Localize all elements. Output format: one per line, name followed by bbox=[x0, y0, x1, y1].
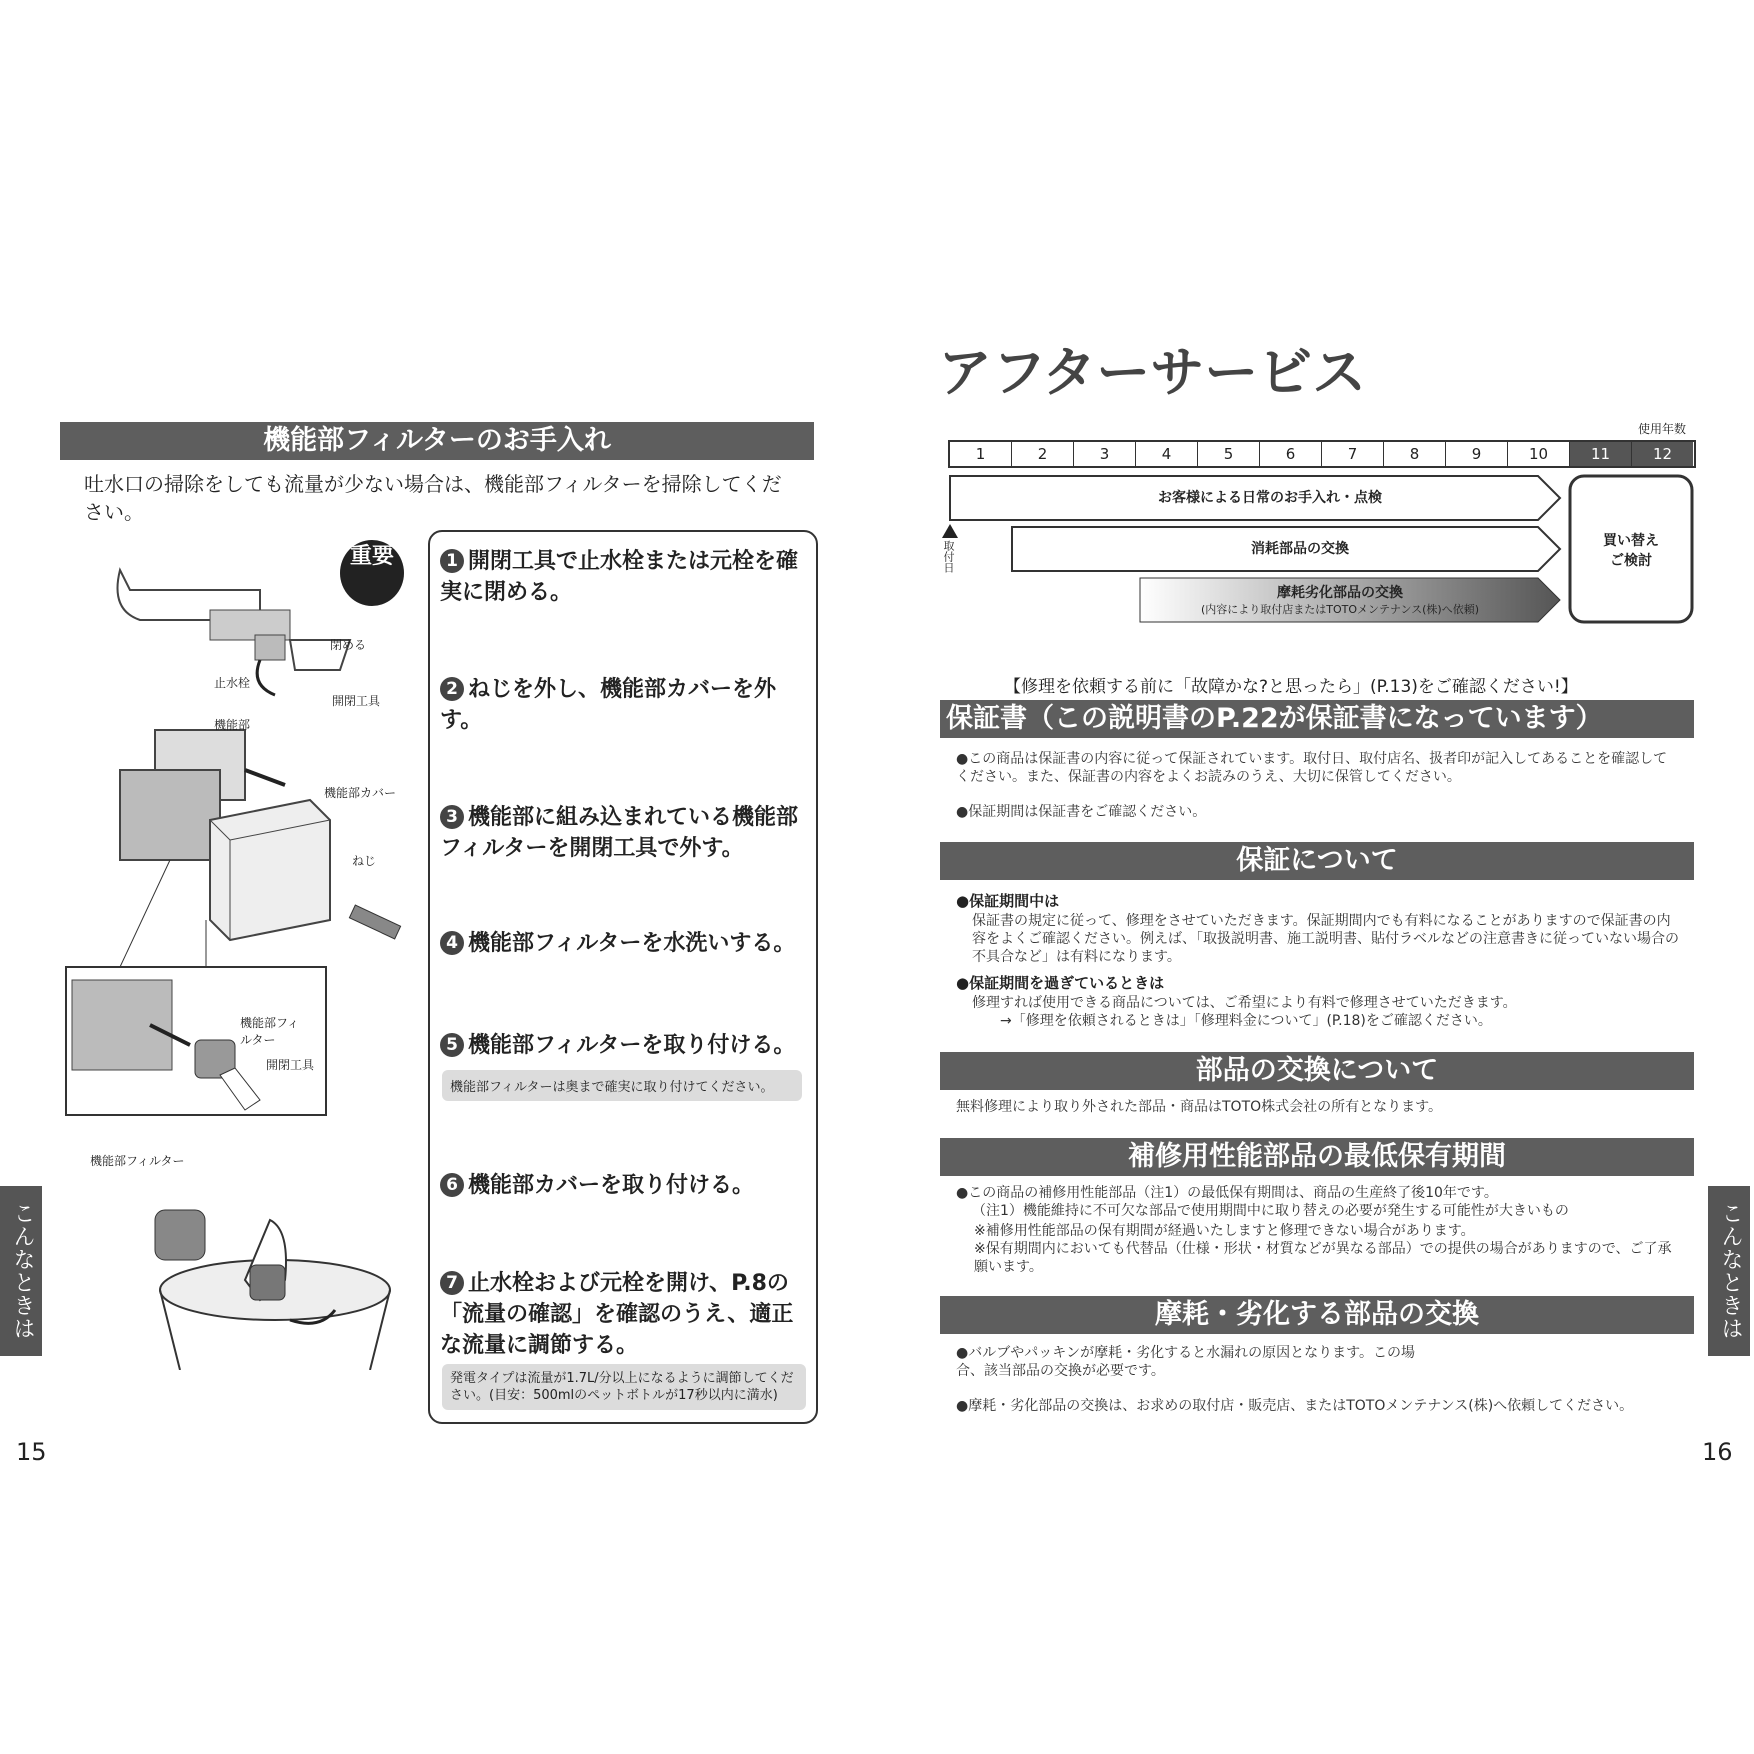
year-cell: 8 bbox=[1384, 442, 1446, 466]
period-p4: ※保有期間内においても代替品（仕様・形状・材質などが異なる部品）での提供の場合がありますので、ご了承願います。 bbox=[974, 1241, 1672, 1275]
step-1 bbox=[440, 546, 810, 608]
label-tool: 開閉工具 bbox=[332, 694, 381, 708]
label-unit: 機能部 bbox=[214, 718, 251, 732]
step-text: 機能部に組み込まれている機能部フィルターを開閉工具で外す。 bbox=[440, 805, 799, 861]
about-p1: 保証書の規定に従って、修理をさせていただきます。保証期間内でも有料になることがありますので保証書の内容をよくご確認ください。例えば、「取扱説明書、施工説明書、貼付ラベルなどの注意書きに従っていない場合の不具合など」は有料になります。 bbox=[972, 913, 1679, 965]
step-number: 1 bbox=[440, 549, 464, 573]
year-cell: 2 bbox=[1012, 442, 1074, 466]
year-cell: 12 bbox=[1632, 442, 1693, 466]
year-cell: 1 bbox=[950, 442, 1012, 466]
year-cell: 5 bbox=[1198, 442, 1260, 466]
step-text: 止水栓および元栓を開け、P.8の「流量の確認」を確認のうえ、適正な流量に調節する。 bbox=[440, 1271, 794, 1358]
intro-text: 吐水口の掃除をしても流量が少ない場合は、機能部フィルターを掃除してください。 bbox=[84, 472, 782, 524]
year-cell: 4 bbox=[1136, 442, 1198, 466]
timeline-row-1: お客様による日常のお手入れ・点検 bbox=[1158, 490, 1382, 506]
warranty-p1: ●この商品は保証書の内容に従って保証されています。取付日、取付店名、扱者印が記入してあることを確認してください。また、保証書の内容をよくお読みのうえ、大切に保管してください。 bbox=[956, 751, 1668, 785]
page-number-left: 15 bbox=[16, 1438, 47, 1466]
step-number: 5 bbox=[440, 1033, 464, 1057]
year-cell: 10 bbox=[1508, 442, 1570, 466]
year-cell: 3 bbox=[1074, 442, 1136, 466]
step-text: 機能部フィルターを水洗いする。 bbox=[468, 931, 796, 956]
page-title: アフターサービス bbox=[938, 341, 1367, 404]
year-cell: 7 bbox=[1322, 442, 1384, 466]
label-filter: 機能部フィルター bbox=[240, 1016, 300, 1047]
about-h1: ●保証期間中は bbox=[956, 892, 1060, 910]
start-label: 取付日 bbox=[942, 540, 955, 573]
section-title-filter: 機能部フィルターのお手入れ bbox=[60, 422, 814, 460]
step-text: 機能部フィルターを取り付ける。 bbox=[468, 1033, 796, 1058]
step-number: 6 bbox=[440, 1173, 464, 1197]
step-7 bbox=[440, 1268, 810, 1361]
step-text: ねじを外し、機能部カバーを外す。 bbox=[440, 677, 777, 733]
step-5-note: 機能部フィルターは奥まで確実に取り付けてください。 bbox=[442, 1070, 802, 1101]
timeline-row-2: 消耗部品の交換 bbox=[1251, 541, 1349, 557]
label-stopcock: 止水栓 bbox=[214, 676, 251, 690]
year-cell: 9 bbox=[1446, 442, 1508, 466]
section-warranty: 保証書（この説明書のP.22が保証書になっています） bbox=[940, 700, 1694, 738]
label-filter2: 機能部フィルター bbox=[90, 1154, 185, 1168]
period-p3: ※補修用性能部品の保有期間が経過いたしますと修理できない場合があります。 bbox=[974, 1223, 1475, 1239]
timeline-row-3: 摩耗劣化部品の交換 bbox=[1277, 585, 1403, 601]
step-number: 2 bbox=[440, 677, 464, 701]
step-4 bbox=[440, 928, 810, 959]
label-screw: ねじ bbox=[352, 854, 377, 868]
parts-p: 無料修理により取り外された部品・商品はTOTO株式会社の所有となります。 bbox=[956, 1099, 1443, 1115]
wear-p2: ●摩耗・劣化部品の交換は、お求めの取付店・販売店、またはTOTOメンテナンス(株)へ依頼してください。 bbox=[956, 1398, 1634, 1414]
step-text: 機能部カバーを取り付ける。 bbox=[468, 1173, 755, 1198]
period-p2: （注1）機能維持に不可欠な部品で使用期間中に取り替えの必要が発生する可能性が大きいもの bbox=[972, 1203, 1569, 1219]
label-close: 閉める bbox=[330, 638, 367, 652]
step-2 bbox=[440, 674, 810, 736]
step-number: 4 bbox=[440, 931, 464, 955]
warranty-p2: ●保証期間は保証書をご確認ください。 bbox=[956, 804, 1207, 820]
step-6 bbox=[440, 1170, 810, 1201]
side-tab-left: こんなときは bbox=[0, 1186, 42, 1356]
filter-illustration bbox=[60, 520, 440, 1370]
year-scale bbox=[948, 440, 1696, 468]
timeline-end-box: 買い替え ご検討 bbox=[1603, 533, 1659, 569]
section-about-warranty: 保証について bbox=[940, 842, 1694, 880]
notice: 【修理を依頼する前に「故障かな?と思ったら」(P.13)をご確認ください!】 bbox=[1004, 677, 1578, 697]
label-cover: 機能部カバー bbox=[324, 786, 397, 800]
important-badge: 重要 bbox=[340, 540, 404, 606]
period-p1: ●この商品の補修用性能部品（注1）の最低保有期間は、商品の生産終了後10年です。 bbox=[956, 1185, 1498, 1201]
section-period: 補修用性能部品の最低保有期間 bbox=[940, 1138, 1694, 1176]
label-tool2: 開閉工具 bbox=[266, 1058, 315, 1072]
side-tab-right: こんなときは bbox=[1708, 1186, 1750, 1356]
page-number-right: 16 bbox=[1702, 1438, 1733, 1466]
section-parts: 部品の交換について bbox=[940, 1052, 1694, 1090]
wear-p1: ●バルブやパッキンが摩耗・劣化すると水漏れの原因となります。この場合、該当部品の交換が必要です。 bbox=[956, 1345, 1415, 1379]
section-wear: 摩耗・劣化する部品の交換 bbox=[940, 1296, 1694, 1334]
step-number: 3 bbox=[440, 805, 464, 829]
about-p3: →「修理を依頼されるときは」「修理料金について」(P.18)をご確認ください。 bbox=[1000, 1013, 1492, 1029]
timeline-row-3-sub: (内容により取付店またはTOTOメンテナンス(株)へ依頼) bbox=[1200, 603, 1480, 616]
step-5 bbox=[440, 1030, 810, 1061]
about-p2: 修理すれば使用できる商品については、ご希望により有料で修理させていただきます。 bbox=[972, 995, 1517, 1011]
step-3 bbox=[440, 802, 810, 864]
step-number: 7 bbox=[440, 1271, 464, 1295]
year-cell: 11 bbox=[1570, 442, 1632, 466]
year-cell: 6 bbox=[1260, 442, 1322, 466]
about-h2: ●保証期間を過ぎているときは bbox=[956, 974, 1165, 992]
step-text: 開閉工具で止水栓または元栓を確実に閉める。 bbox=[440, 549, 799, 605]
years-label: 使用年数 bbox=[1638, 422, 1687, 436]
step-7-note: 発電タイプは流量が1.7L/分以上になるように調節してください。(目安：500mlのペットボトルが17秒以内に満水) bbox=[442, 1364, 806, 1410]
